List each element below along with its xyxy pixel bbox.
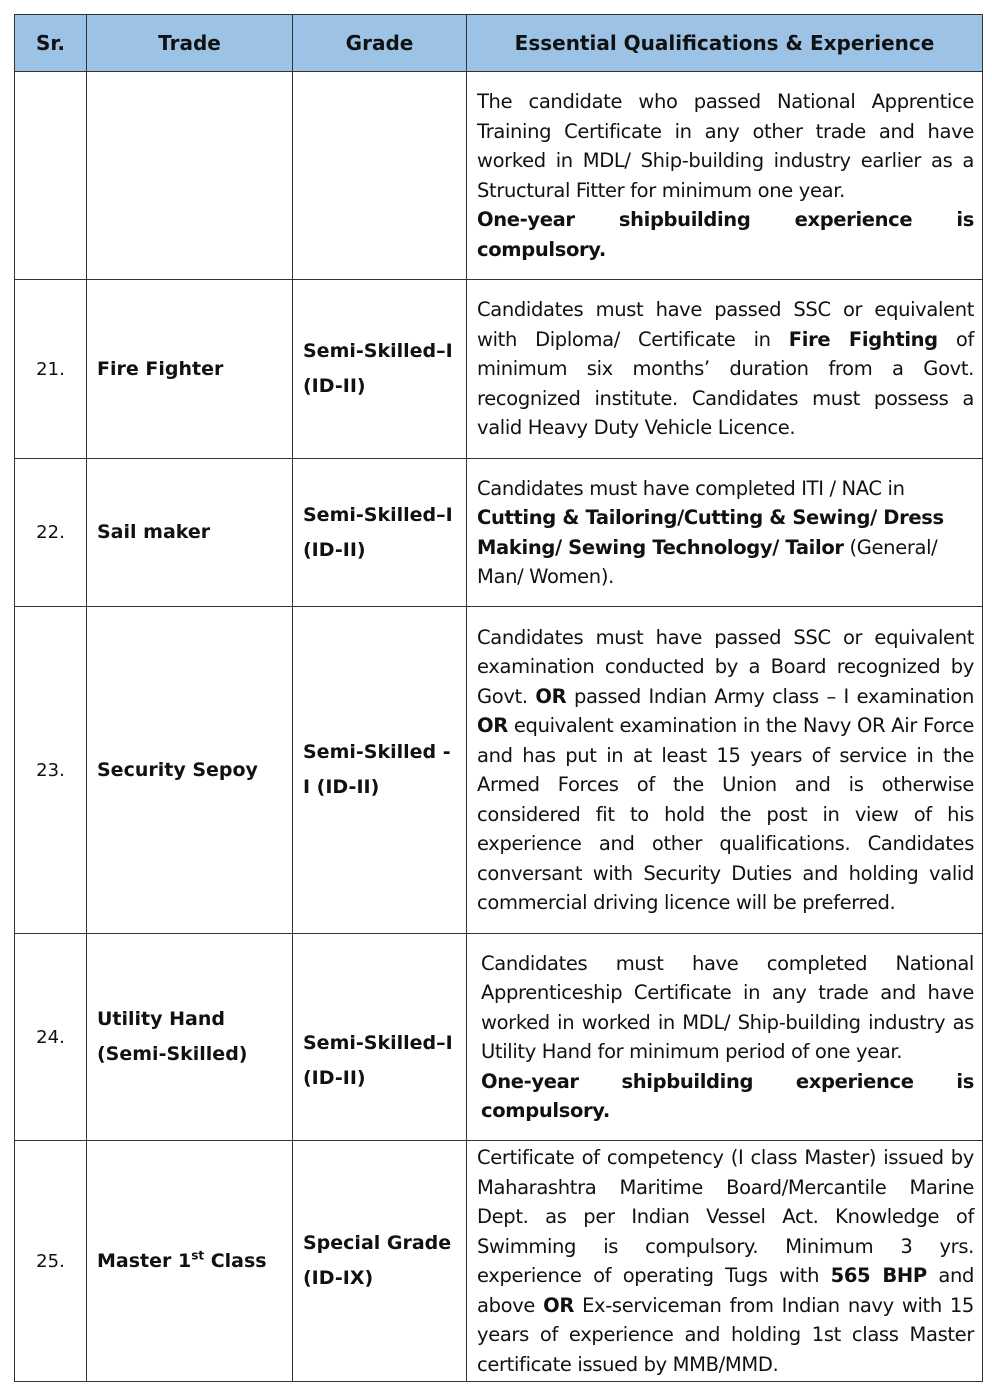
header-grade: Grade bbox=[293, 15, 467, 72]
sr-cell: 24. bbox=[15, 934, 87, 1141]
sr-cell: 21. bbox=[15, 280, 87, 459]
qualification-part: Candidates must have passed SSC or equivalent examination conducted by a Board recognized by Govt. bbox=[477, 625, 974, 708]
header-qualifications: Essential Qualifications & Experience bbox=[467, 15, 983, 72]
header-sr: Sr. bbox=[15, 15, 87, 72]
grade-line: Special Grade bbox=[303, 1232, 452, 1254]
grade-line: (ID-II) bbox=[303, 375, 366, 397]
grade-cell bbox=[293, 72, 467, 280]
trade-cell bbox=[87, 72, 293, 280]
table-row bbox=[15, 607, 983, 934]
qualification-text: The candidate who passed National Apprentice Training Certificate in any other trade and have worked in MDL/ Ship-building industry earlier as a Structural Fitter for minimum one year. bbox=[477, 90, 974, 202]
trade-cell bbox=[87, 1141, 293, 1382]
qualification-part: Ex-serviceman from Indian navy with 15 years of experience and holding 1st class Master certificate issued by MMB/MMD. bbox=[477, 1293, 974, 1376]
grade-cell bbox=[293, 459, 467, 607]
qualification-text bbox=[477, 1143, 974, 1379]
table-row bbox=[15, 1141, 983, 1382]
grade-line: Semi-Skilled–I bbox=[303, 340, 453, 362]
qualification-part: Certificate of competency (I class Master) issued by Maharashtra Maritime Board/Mercantile Marine Dept. as per Indian Vessel Act. Knowledge of Swimming is compulsory. Minimum 3 yrs. experience of operating Tugs with bbox=[477, 1146, 974, 1287]
grade-line: (ID-II) bbox=[303, 1067, 366, 1089]
qualification-part: of minimum six months’ duration from a Govt. recognized institute. Candidates must possess a valid Heavy Duty Vehicle Licence. bbox=[477, 327, 974, 440]
qualification-text: Candidates must have completed National Apprenticeship Certificate in any trade and have worked in worked in MDL/ Ship-building industry as Utility Hand for minimum period of one year. bbox=[481, 951, 974, 1063]
table-row bbox=[15, 280, 983, 459]
qualification-emphasis: OR bbox=[477, 714, 508, 737]
grade-line: Semi-Skilled–I bbox=[303, 503, 453, 526]
header-trade: Trade bbox=[87, 15, 293, 72]
table-row bbox=[15, 72, 983, 280]
qualification-emphasis: 565 BHP bbox=[830, 1264, 927, 1287]
trade-cell: Sail maker bbox=[87, 459, 293, 607]
qualification-emphasis: OR bbox=[535, 684, 567, 708]
grade-line: Semi-Skilled - bbox=[303, 741, 451, 763]
grade-line: (ID-IX) bbox=[303, 1267, 374, 1289]
trade-part: Class bbox=[204, 1249, 267, 1272]
qualification-part: passed Indian Army class – I examination bbox=[566, 684, 974, 708]
qualifications-table bbox=[14, 14, 983, 1382]
trade-name bbox=[97, 1250, 267, 1272]
grade-line: (ID-II) bbox=[303, 538, 366, 561]
sr-cell bbox=[15, 72, 87, 280]
trade-cell: Fire Fighter bbox=[87, 280, 293, 459]
qualification-part: (General/ Man/ Women). bbox=[477, 535, 938, 588]
qualification-emphasis: One-year shipbuilding experience is compulsory. bbox=[481, 1069, 974, 1122]
table-row bbox=[15, 934, 983, 1141]
qualification-cell bbox=[467, 280, 983, 459]
table-row bbox=[15, 459, 983, 607]
qualification-cell bbox=[467, 459, 983, 607]
grade-line: I (ID-II) bbox=[303, 776, 380, 798]
qualification-text bbox=[477, 503, 974, 592]
qualification-cell bbox=[467, 72, 983, 280]
qualification-emphasis: OR bbox=[543, 1293, 575, 1317]
trade-cell: Security Sepoy bbox=[87, 607, 293, 934]
grade-cell bbox=[293, 1141, 467, 1382]
qualification-text bbox=[477, 295, 974, 443]
qualification-cell bbox=[467, 607, 983, 934]
grade-cell bbox=[293, 607, 467, 934]
grade-line: Semi-Skilled–I bbox=[303, 1032, 453, 1054]
qualification-text: Candidates must have completed ITI / NAC in bbox=[477, 476, 905, 500]
qualification-cell bbox=[467, 934, 983, 1141]
trade-part: Master 1 bbox=[97, 1249, 192, 1272]
trade-line: Utility Hand bbox=[97, 1008, 225, 1030]
qualification-part: and above bbox=[477, 1264, 974, 1317]
grade-cell bbox=[293, 280, 467, 459]
sr-cell: 25. bbox=[15, 1141, 87, 1382]
trade-line: (Semi-Skilled) bbox=[97, 1043, 248, 1065]
grade-cell bbox=[293, 934, 467, 1141]
sr-cell: 22. bbox=[15, 459, 87, 607]
table-header-row bbox=[15, 15, 983, 72]
sr-cell: 23. bbox=[15, 607, 87, 934]
qualification-emphasis: Cutting & Tailoring/Cutting & Sewing/ Dress Making/ Sewing Technology/ Tailor bbox=[477, 506, 944, 559]
qualification-part: Candidates must have passed SSC or equivalent with Diploma/ Certificate in bbox=[477, 298, 974, 351]
qualification-emphasis: Fire Fighting bbox=[788, 327, 938, 351]
qualification-part: equivalent examination in the Navy OR Air Force and has put in at least 15 years of service in the Armed Forces of the Union and is otherwise considered fit to hold the post in view of his experience and other qualifications. Candidates conversant with Security Duties and holding valid commercial driving licence will be preferred. bbox=[477, 714, 974, 914]
trade-superscript: st bbox=[191, 1248, 205, 1263]
qualification-cell bbox=[467, 1141, 983, 1382]
qualification-emphasis: One-year shipbuilding experience is compulsory. bbox=[477, 208, 974, 261]
trade-cell bbox=[87, 934, 293, 1141]
qualification-text bbox=[477, 623, 974, 918]
